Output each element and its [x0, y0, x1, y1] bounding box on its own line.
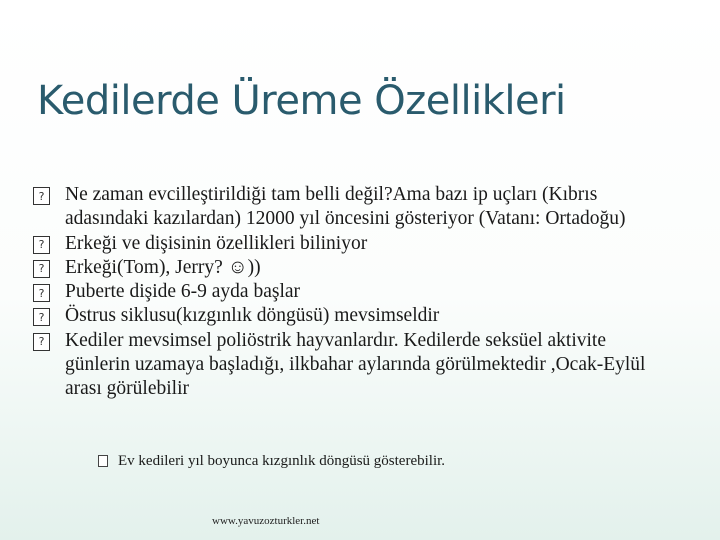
slide-title: Kedilerde Üreme Özellikleri: [37, 78, 566, 124]
bullet-item: [33, 183, 673, 232]
missing-glyph-bullet-icon: ?: [33, 260, 50, 278]
bullet-item: [33, 329, 673, 402]
bullet-item: [33, 256, 673, 280]
footer-url: www.yavuzozturkler.net: [212, 515, 320, 527]
missing-glyph-bullet-icon: ?: [33, 333, 50, 351]
bullet-item: [33, 304, 673, 328]
bullet-text: Erkeği ve dişisinin özellikleri biliniyor: [65, 232, 368, 254]
bullet-text: Puberte dişide 6-9 ayda başlar: [65, 281, 301, 303]
missing-glyph-bullet-icon: ?: [33, 284, 50, 302]
bullet-text: Östrus siklusu(kızgınlık döngüsü) mevsimseldir: [65, 305, 440, 327]
bullet-list: [33, 183, 673, 402]
bullet-item: [33, 232, 673, 256]
bullet-text: Kediler mevsimsel poliöstrik hayvanlardır. Kedilerde seksüel aktivite günlerin uzamaya başladığı, ilkbahar aylarında görülmektedir ,Ocak-Eylül arası görülebilir: [65, 329, 646, 400]
sub-bullet-item: [98, 452, 445, 470]
missing-glyph-bullet-icon: ?: [33, 308, 50, 326]
bullet-item: [33, 280, 673, 304]
bullet-text: Ne zaman evcilleştirildiği tam belli değil?Ama bazı ip uçları (Kıbrıs adasındaki kazılardan) 12000 yıl öncesini gösteriyor (Vatanı: Ortadoğu): [65, 184, 626, 230]
missing-glyph-sub-bullet-icon: [98, 455, 108, 467]
missing-glyph-bullet-icon: ?: [33, 187, 50, 205]
sub-bullet-text: Ev kedileri yıl boyunca kızgınlık döngüsü gösterebilir.: [118, 453, 446, 469]
bullet-text: Erkeği(Tom), Jerry? ☺)): [65, 256, 261, 278]
missing-glyph-bullet-icon: ?: [33, 236, 50, 254]
